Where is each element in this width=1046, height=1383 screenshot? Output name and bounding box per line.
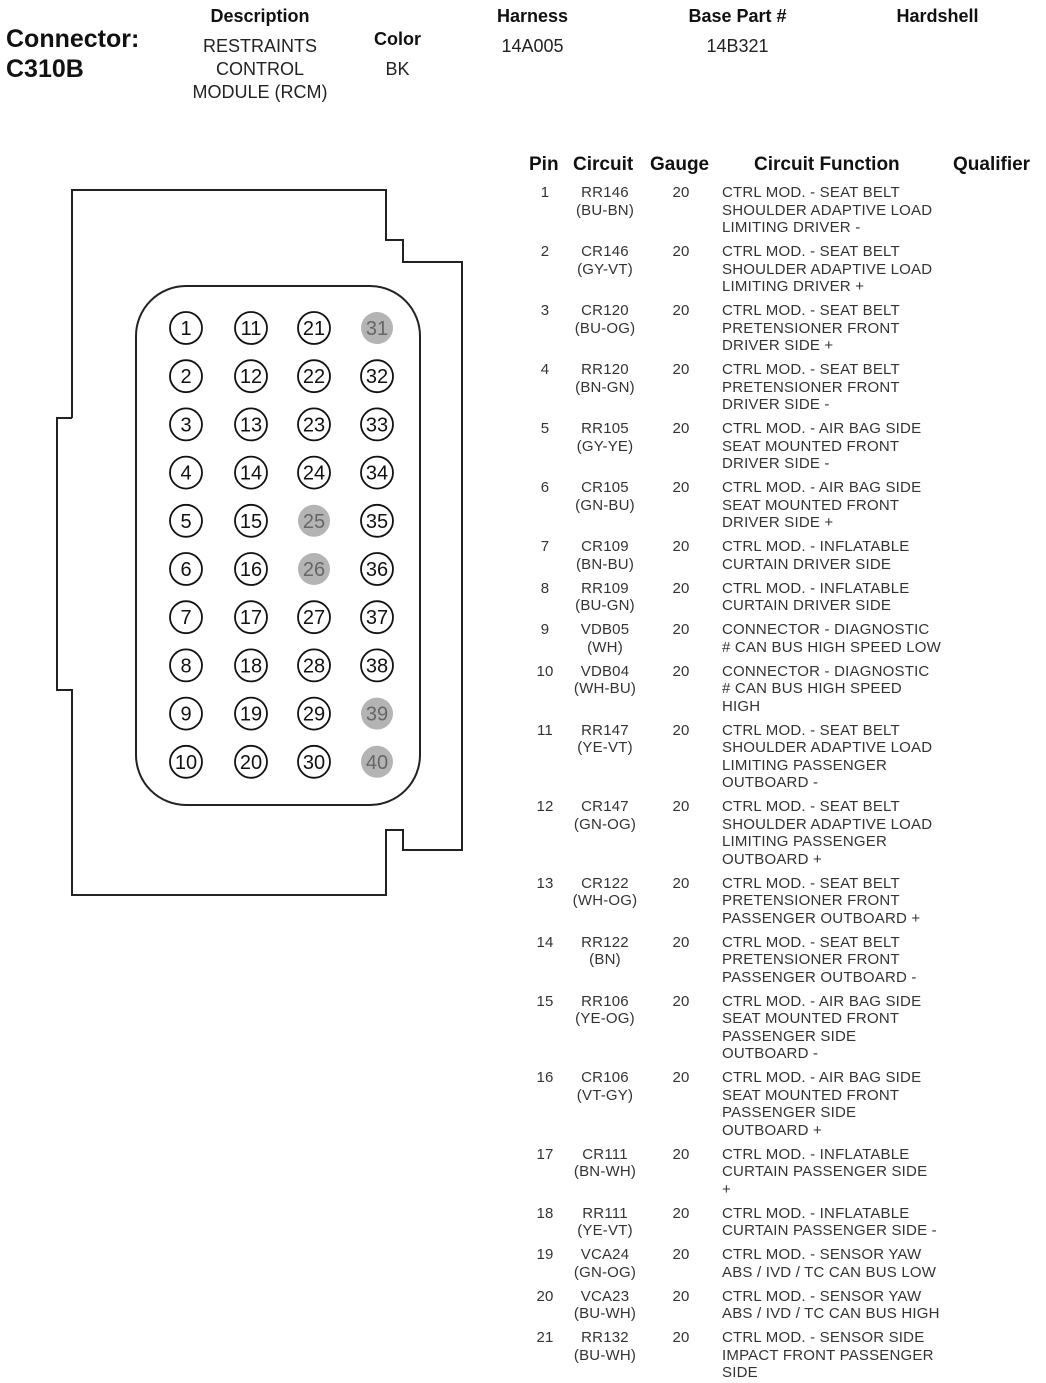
pin-cell: 3 xyxy=(540,302,550,319)
circuit-cell: RR147 (YE-VT) xyxy=(577,721,633,756)
pin-31 xyxy=(361,312,393,344)
function-cell: CTRL MOD. - SEAT BELT PRETENSIONER FRONT DRIVER SIDE + xyxy=(722,302,900,354)
pin-cell: 9 xyxy=(540,621,550,638)
pin-15 xyxy=(235,505,267,537)
pin-number: 18 xyxy=(239,655,263,678)
description-header: Description xyxy=(210,6,310,26)
table-row xyxy=(520,243,1046,296)
pin-38 xyxy=(361,649,393,681)
gauge-cell: 20 xyxy=(672,662,690,680)
pin-number: 29 xyxy=(302,703,326,726)
pin-10 xyxy=(170,746,202,778)
pin-cell: 15 xyxy=(536,992,554,1010)
pin-cell: 14 xyxy=(536,933,554,951)
description-value: RESTRAINTS CONTROL MODULE (RCM) xyxy=(192,36,328,102)
pin-cell: 1 xyxy=(540,184,550,201)
pin-33 xyxy=(361,408,393,440)
pin-number: 26 xyxy=(302,559,326,581)
function-cell: CTRL MOD. - INFLATABLE CURTAIN PASSENGER SIDE - xyxy=(722,1204,937,1239)
pin-number: 13 xyxy=(239,414,263,437)
table-row xyxy=(520,1146,1046,1199)
pin-27 xyxy=(298,601,330,633)
circuit-cell: CR109 (BN-BU) xyxy=(575,538,635,573)
pin-23 xyxy=(298,408,330,440)
function-cell: CTRL MOD. - SEAT BELT SHOULDER ADAPTIVE LOAD LIMITING PASSENGER OUTBOARD - xyxy=(722,721,933,791)
pin-number: 12 xyxy=(239,366,263,389)
pin-number: 15 xyxy=(239,510,263,533)
pin-19 xyxy=(235,698,267,730)
table-row xyxy=(520,875,1046,928)
gauge-cell: 20 xyxy=(672,721,690,739)
pin-cell: 4 xyxy=(540,361,550,378)
table-row xyxy=(520,302,1046,355)
pin-number: 24 xyxy=(302,462,326,485)
pin-number: 5 xyxy=(180,510,192,533)
function-cell: CTRL MOD. - SEAT BELT SHOULDER ADAPTIVE LOAD LIMITING PASSENGER OUTBOARD + xyxy=(722,798,933,868)
table-row xyxy=(520,621,1046,656)
pin-29 xyxy=(298,698,330,730)
circuit-cell: RR105 (GY-YE) xyxy=(576,420,634,455)
circuit-cell: CR120 (BU-OG) xyxy=(574,302,636,337)
gauge-cell: 20 xyxy=(672,621,690,638)
pin-4 xyxy=(170,457,202,489)
function-cell: CTRL MOD. - SEAT BELT PRETENSIONER FRONT PASSENGER OUTBOARD - xyxy=(722,933,917,986)
pin-14 xyxy=(235,457,267,489)
circuit-cell: VDB04 (WH-BU) xyxy=(573,662,637,697)
gauge-cell: 20 xyxy=(672,874,690,892)
pin-cell: 20 xyxy=(536,1287,554,1305)
pin-16 xyxy=(235,553,267,585)
table-row xyxy=(520,184,1046,237)
gauge-cell: 20 xyxy=(672,1246,690,1263)
table-row xyxy=(520,361,1046,414)
gauge-cell: 20 xyxy=(672,243,690,260)
pin-number: 30 xyxy=(302,751,326,774)
pin-28 xyxy=(298,649,330,681)
pin-2 xyxy=(170,360,202,392)
pin-13 xyxy=(235,408,267,440)
function-cell: CTRL MOD. - AIR BAG SIDE SEAT MOUNTED FRONT DRIVER SIDE - xyxy=(722,420,922,472)
pin-35 xyxy=(361,505,393,537)
pin-number: 23 xyxy=(302,414,326,437)
pin-number: 25 xyxy=(302,510,326,533)
circuit-cell: RR111 (YE-VT) xyxy=(577,1204,633,1239)
function-cell: CTRL MOD. - AIR BAG SIDE SEAT MOUNTED FRONT PASSENGER SIDE OUTBOARD + xyxy=(722,1069,922,1139)
pin-cell: 21 xyxy=(536,1329,554,1346)
function-cell: CTRL MOD. - SEAT BELT PRETENSIONER FRONT PASSENGER OUTBOARD + xyxy=(722,874,921,927)
harness-value: 14A005 xyxy=(501,36,564,56)
gauge-cell: 20 xyxy=(672,933,690,951)
harness-header: Harness xyxy=(496,6,569,26)
table-row xyxy=(520,1069,1046,1139)
circuit-cell: RR122 (BN) xyxy=(581,933,629,968)
pin-number: 33 xyxy=(365,414,389,437)
pin-number: 28 xyxy=(302,655,326,678)
pin-cell: 5 xyxy=(540,420,550,437)
pin-36 xyxy=(361,553,393,585)
circuit-cell: CR111 (BN-WH) xyxy=(573,1145,637,1180)
gauge-cell: 20 xyxy=(672,1287,690,1305)
function-cell: CTRL MOD. - AIR BAG SIDE SEAT MOUNTED FRONT PASSENGER SIDE OUTBOARD - xyxy=(722,992,922,1062)
pin-number: 39 xyxy=(365,703,389,726)
gauge-cell: 20 xyxy=(672,992,690,1010)
pin-number: 4 xyxy=(180,462,192,485)
pin-cell: 2 xyxy=(540,243,550,260)
connector-id: C310B xyxy=(6,55,84,83)
circuit-cell: RR146 (BU-BN) xyxy=(575,184,635,219)
col-circuit-function: Circuit Function xyxy=(754,154,900,175)
col-circuit: Circuit xyxy=(573,154,634,175)
gauge-cell: 20 xyxy=(672,361,690,378)
pin-number: 8 xyxy=(180,655,192,678)
circuit-cell: VCA23 (BU-WH) xyxy=(573,1287,637,1322)
table-row xyxy=(520,479,1046,532)
pin-24 xyxy=(298,457,330,489)
pin-cell: 16 xyxy=(536,1069,554,1086)
function-cell: CTRL MOD. - INFLATABLE CURTAIN DRIVER SIDE xyxy=(722,579,910,614)
table-row xyxy=(520,1246,1046,1281)
gauge-cell: 20 xyxy=(672,1329,690,1346)
function-cell: CONNECTOR - DIAGNOSTIC # CAN BUS HIGH SPEED HIGH xyxy=(722,662,930,715)
pin-32 xyxy=(361,360,393,392)
pin-number: 3 xyxy=(180,414,192,437)
pin-7 xyxy=(170,601,202,633)
gauge-cell: 20 xyxy=(672,479,690,496)
function-cell: CTRL MOD. - INFLATABLE CURTAIN DRIVER SIDE xyxy=(722,538,910,573)
pin-1 xyxy=(170,312,202,344)
pin-number: 31 xyxy=(365,318,389,340)
circuit-cell: RR120 (BN-GN) xyxy=(575,361,635,396)
pin-number: 36 xyxy=(365,559,389,581)
circuit-cell: RR106 (YE-OG) xyxy=(575,992,635,1027)
pin-number: 6 xyxy=(180,559,192,581)
gauge-cell: 20 xyxy=(672,1069,690,1086)
gauge-cell: 20 xyxy=(672,184,690,201)
gauge-cell: 20 xyxy=(672,798,690,815)
base-part-header: Base Part # xyxy=(688,6,787,26)
function-cell: CTRL MOD. - SENSOR YAW ABS / IVD / TC CAN BUS LOW xyxy=(722,1246,937,1281)
gauge-cell: 20 xyxy=(672,1204,690,1222)
table-row xyxy=(520,993,1046,1063)
pin-21 xyxy=(298,312,330,344)
pin-cell: 12 xyxy=(536,798,554,815)
color-value: BK xyxy=(385,59,410,79)
hardshell-header: Hardshell xyxy=(896,6,979,26)
pin-number: 22 xyxy=(302,366,326,389)
pin-11 xyxy=(235,312,267,344)
pin-30 xyxy=(298,746,330,778)
pin-34 xyxy=(361,457,393,489)
pin-cell: 18 xyxy=(536,1204,554,1222)
connector-diagram xyxy=(0,0,520,920)
connector-label: Connector: xyxy=(6,25,140,53)
pin-number: 7 xyxy=(180,607,192,630)
pin-number: 35 xyxy=(365,510,389,533)
function-cell: CTRL MOD. - SEAT BELT SHOULDER ADAPTIVE LOAD LIMITING DRIVER + xyxy=(722,243,933,295)
table-row xyxy=(520,580,1046,615)
pin-cell: 7 xyxy=(540,538,550,555)
pin-cell: 10 xyxy=(536,662,554,680)
pin-cell: 6 xyxy=(540,479,550,496)
pin-number: 40 xyxy=(365,751,389,774)
table-row xyxy=(520,663,1046,716)
pin-number: 37 xyxy=(365,607,389,630)
gauge-cell: 20 xyxy=(672,302,690,319)
circuit-cell: CR106 (VT-GY) xyxy=(576,1069,634,1104)
col-gauge: Gauge xyxy=(650,154,710,175)
pin-number: 19 xyxy=(239,703,263,726)
pin-6 xyxy=(170,553,202,585)
pin-5 xyxy=(170,505,202,537)
circuit-cell: CR122 (WH-OG) xyxy=(572,874,638,909)
function-cell: CTRL MOD. - SEAT BELT PRETENSIONER FRONT DRIVER SIDE - xyxy=(722,361,900,413)
table-row xyxy=(520,1288,1046,1323)
pin-17 xyxy=(235,601,267,633)
circuit-cell: CR105 (GN-BU) xyxy=(575,479,635,514)
pin-cell: 19 xyxy=(536,1246,554,1263)
pin-26 xyxy=(298,553,330,585)
color-header: Color xyxy=(374,29,421,49)
pin-number: 11 xyxy=(240,318,262,340)
function-cell: CTRL MOD. - AIR BAG SIDE SEAT MOUNTED FRONT DRIVER SIDE + xyxy=(722,479,922,531)
pin-number: 20 xyxy=(239,751,263,774)
pin-40 xyxy=(361,746,393,778)
pin-22 xyxy=(298,360,330,392)
circuit-cell: VCA24 (GN-OG) xyxy=(573,1246,637,1281)
pin-25 xyxy=(298,505,330,537)
pin-number: 9 xyxy=(180,703,192,726)
table-row xyxy=(520,1205,1046,1240)
gauge-cell: 20 xyxy=(672,420,690,437)
table-row xyxy=(520,722,1046,792)
pin-number: 21 xyxy=(302,318,326,340)
gauge-cell: 20 xyxy=(672,579,690,597)
pin-cell: 17 xyxy=(536,1145,554,1163)
circuit-cell: CR147 (GN-OG) xyxy=(573,798,637,833)
function-cell: CONNECTOR - DIAGNOSTIC # CAN BUS HIGH SPEED LOW xyxy=(722,621,942,656)
function-cell: CTRL MOD. - INFLATABLE CURTAIN PASSENGER SIDE + xyxy=(722,1145,928,1198)
table-row xyxy=(520,420,1046,473)
pin-number: 16 xyxy=(239,559,263,581)
circuit-cell: VDB05 (WH) xyxy=(580,621,630,656)
function-cell: CTRL MOD. - SENSOR SIDE IMPACT FRONT PASSENGER SIDE xyxy=(722,1329,934,1381)
table-row xyxy=(520,538,1046,573)
pin-39 xyxy=(361,698,393,730)
pin-number: 27 xyxy=(302,607,326,630)
pin-9 xyxy=(170,698,202,730)
pin-cell: 13 xyxy=(536,874,554,892)
table-row xyxy=(520,798,1046,868)
pin-number: 38 xyxy=(365,655,389,678)
pin-number: 17 xyxy=(239,607,263,630)
pin-number: 34 xyxy=(365,462,389,485)
table-row xyxy=(520,1329,1046,1382)
pin-number: 14 xyxy=(239,462,263,485)
pin-8 xyxy=(170,649,202,681)
pin-cell: 8 xyxy=(540,579,550,597)
base-part-value: 14B321 xyxy=(706,36,769,56)
pin-number: 2 xyxy=(180,366,192,389)
pin-cell: 11 xyxy=(537,721,553,739)
pin-12 xyxy=(235,360,267,392)
pin-number: 32 xyxy=(365,366,389,389)
circuit-cell: RR109 (BU-GN) xyxy=(575,579,635,614)
function-cell: CTRL MOD. - SENSOR YAW ABS / IVD / TC CAN BUS HIGH xyxy=(722,1287,940,1322)
pin-number: 1 xyxy=(180,318,192,340)
gauge-cell: 20 xyxy=(672,1145,690,1163)
pin-18 xyxy=(235,649,267,681)
circuit-cell: CR146 (GY-VT) xyxy=(577,243,633,278)
gauge-cell: 20 xyxy=(672,538,690,555)
pin-20 xyxy=(235,746,267,778)
pin-37 xyxy=(361,601,393,633)
col-qualifier: Qualifier xyxy=(953,154,1031,175)
pin-3 xyxy=(170,408,202,440)
col-pin: Pin xyxy=(529,154,559,175)
table-row xyxy=(520,934,1046,987)
pin-number: 10 xyxy=(174,751,198,774)
circuit-cell: RR132 (BU-WH) xyxy=(573,1329,637,1364)
function-cell: CTRL MOD. - SEAT BELT SHOULDER ADAPTIVE LOAD LIMITING DRIVER - xyxy=(722,184,933,236)
